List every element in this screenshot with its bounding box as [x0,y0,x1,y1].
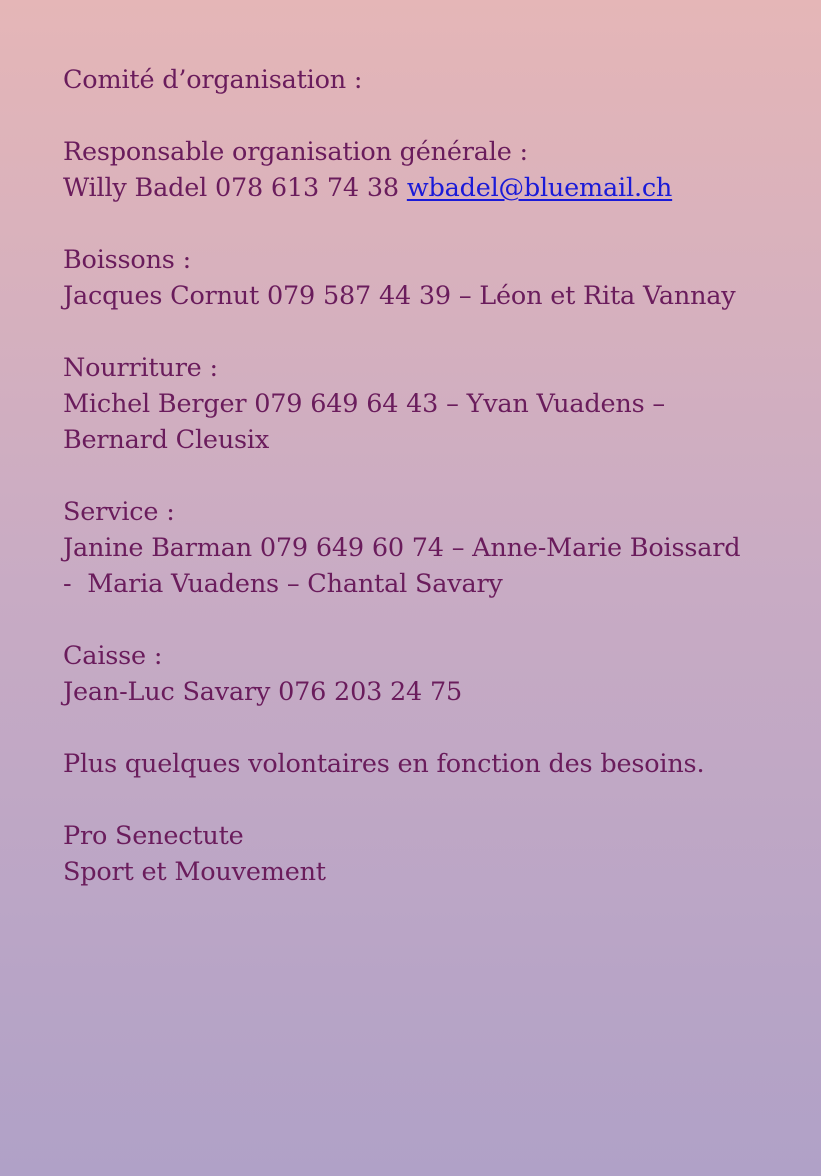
cash-heading: Caisse : [63,641,163,671]
org-subtitle: Sport et Mouvement [63,857,326,887]
food-heading: Nourriture : [63,353,218,383]
cash-contact: Jean-Luc Savary 076 203 24 75 [63,677,463,707]
volunteers-note: Plus quelques volontaires en fonction des besoins. [63,749,705,779]
org-name: Pro Senectute [63,821,244,851]
spacer [63,602,793,638]
spacer [63,206,793,242]
food-contacts-line2: Bernard Cleusix [63,425,270,455]
service-heading: Service : [63,497,175,527]
general-contact-text: Willy Badel 078 613 74 38 [63,173,407,203]
drinks-contacts: Jacques Cornut 079 587 44 39 – Léon et Rita Vannay [63,281,736,311]
committee-title: Comité d’organisation : [63,65,363,95]
spacer [63,98,793,134]
spacer [63,710,793,746]
general-contact [63,170,793,206]
spacer [63,314,793,350]
spacer [63,458,793,494]
spacer [63,782,793,818]
general-heading: Responsable organisation générale : [63,137,528,167]
service-contacts-line2: - Maria Vuadens – Chantal Savary [63,569,503,599]
service-contacts-line1: Janine Barman 079 649 60 74 – Anne-Marie Boissard [63,533,741,563]
document-page [63,62,793,890]
email-link[interactable]: wbadel@bluemail.ch [406,173,673,203]
food-contacts-line1: Michel Berger 079 649 64 43 – Yvan Vuadens – [63,389,665,419]
drinks-heading: Boissons : [63,245,191,275]
